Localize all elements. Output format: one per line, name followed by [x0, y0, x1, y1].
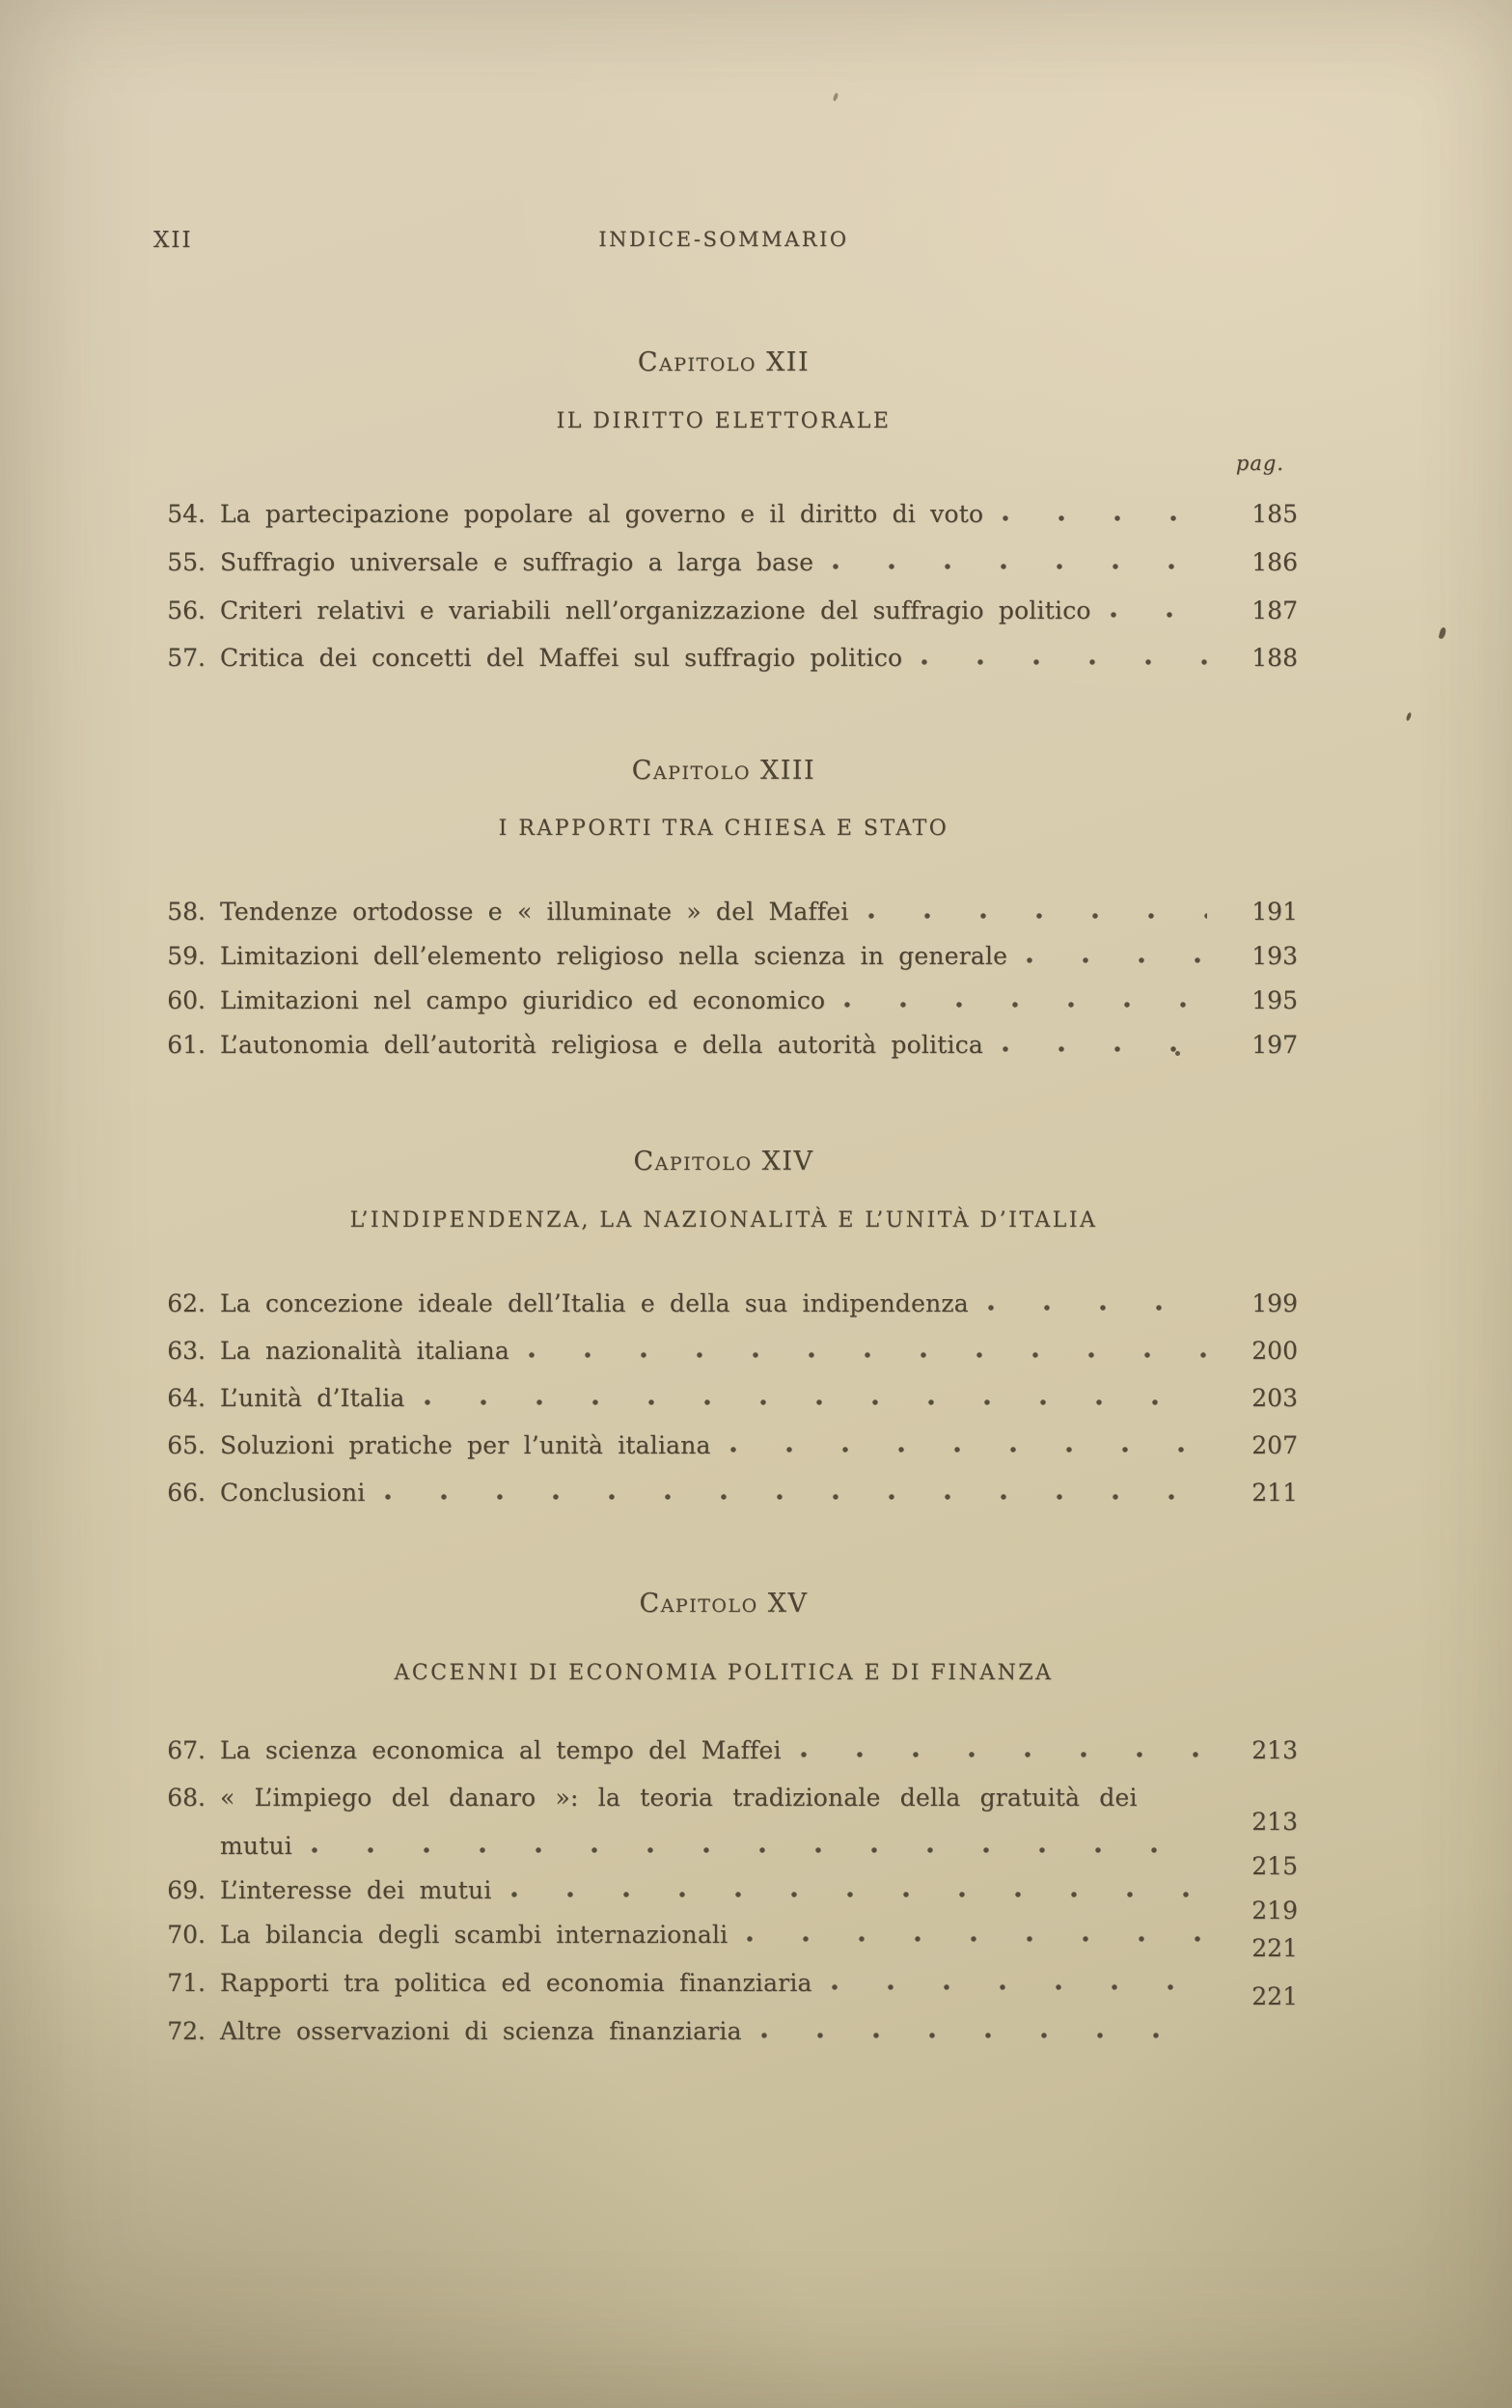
chapter-13-subtitle: I RAPPORTI TRA CHIESA E STATO: [498, 817, 949, 841]
dot-leader: [425, 1397, 1207, 1408]
entry-number: 61.: [167, 1031, 206, 1059]
entry-page: 193: [1251, 942, 1298, 970]
chapter-14-subtitle: L’INDIPENDENZA, LA NAZIONALITÀ E L’UNITÀ D’ITALIA: [349, 1208, 1098, 1232]
paper-speck: [1406, 712, 1413, 722]
entry-page: 213: [1251, 1808, 1298, 1836]
entry-page: 200: [1251, 1337, 1298, 1365]
entry-page: 207: [1251, 1431, 1298, 1459]
entry-page: 213: [1251, 1736, 1298, 1764]
toc-entry-54: [150, 498, 1298, 531]
toc-entry-59: [150, 940, 1298, 973]
dot-leader: [1003, 512, 1207, 524]
entry-number: 55.: [167, 548, 206, 576]
toc-entry-61: [150, 1029, 1298, 1062]
entry-page: 219: [1251, 1896, 1298, 1924]
dot-leader: [385, 1491, 1207, 1503]
entry-number: 69.: [167, 1876, 206, 1904]
entry-number: 57.: [167, 644, 206, 672]
entry-text: L’unità d’Italia: [220, 1384, 405, 1412]
toc-entry-69: [150, 1852, 1298, 1907]
entry-text: Limitazioni nel campo giuridico ed economico: [220, 986, 826, 1014]
entry-text: L’autonomia dell’autorità religiosa e della autorità politica: [220, 1031, 984, 1059]
toc-entry-68-line1: [150, 1782, 1298, 1814]
entry-number: 72.: [167, 2017, 206, 2045]
entry-text: Rapporti tra politica ed economia finanziaria: [220, 1969, 812, 1997]
entry-page: 215: [1251, 1852, 1298, 1880]
page-column-label: pag.: [1235, 452, 1284, 475]
page-header: [150, 228, 1298, 263]
toc-entry-64: [150, 1382, 1298, 1415]
dot-leader: [1027, 955, 1207, 966]
entry-text: Suffragio universale e suffragio a larga base: [220, 548, 814, 576]
entry-page: 195: [1251, 986, 1298, 1014]
entry-text: Limitazioni dell’elemento religioso nella scienza in generale: [220, 942, 1008, 970]
dot-leader: [833, 561, 1207, 572]
entry-page: 203: [1251, 1384, 1298, 1412]
entry-number: 60.: [167, 986, 206, 1014]
toc-entry-55: [150, 546, 1298, 579]
chapter-12-heading: Capitolo XII: [637, 347, 811, 377]
entry-number: 66.: [167, 1479, 206, 1507]
entry-number: 54.: [167, 500, 206, 528]
entry-number: 65.: [167, 1431, 206, 1459]
entry-number: 58.: [167, 898, 206, 926]
toc-entry-62: [150, 1287, 1298, 1320]
entry-number: 64.: [167, 1384, 206, 1412]
entry-page: 221: [1251, 1982, 1298, 2010]
entry-text: Altre osservazioni di scienza finanziaria: [220, 2017, 742, 2045]
dot-leader: [312, 1844, 1207, 1856]
dot-leader: [1111, 609, 1207, 621]
entry-text: La nazionalità italiana: [220, 1337, 510, 1365]
toc-entry-56: [150, 595, 1298, 627]
paper-speck: [1175, 1051, 1180, 1056]
dot-leader: [511, 1889, 1207, 1900]
toc-entry-65: [150, 1429, 1298, 1462]
chapter-12-subtitle: IL DIRITTO ELETTORALE: [556, 409, 892, 433]
entry-text: La partecipazione popolare al governo e il diritto di voto: [220, 500, 984, 528]
chapter-15-subtitle: ACCENNI DI ECONOMIA POLITICA E DI FINANZA: [394, 1661, 1054, 1685]
folio-number: XII: [153, 228, 193, 253]
dot-leader: [761, 2030, 1207, 2041]
entry-number: 62.: [167, 1289, 206, 1317]
chapter-14-heading: Capitolo XIV: [633, 1147, 814, 1176]
toc-entry-70: [150, 1896, 1298, 1951]
entry-page: 199: [1251, 1289, 1298, 1317]
entry-page: 197: [1251, 1031, 1298, 1059]
entry-number: 56.: [167, 596, 206, 624]
running-title: INDICE-SOMMARIO: [598, 228, 849, 251]
dot-leader: [747, 1933, 1207, 1945]
paper-speck: [833, 93, 839, 102]
entry-text: Tendenze ortodosse e « illuminate » del Maffei: [220, 898, 849, 926]
entry-page: 188: [1251, 644, 1298, 672]
toc-entry-68-line2: [150, 1808, 1298, 1863]
entry-number: 70.: [167, 1921, 206, 1949]
entry-page: 191: [1251, 898, 1298, 926]
dot-leader: [988, 1302, 1207, 1314]
entry-text: Critica dei concetti del Maffei sul suffragio politico: [220, 644, 903, 672]
entry-page: 211: [1251, 1479, 1298, 1507]
entry-text: Soluzioni pratiche per l’unità italiana: [220, 1431, 711, 1459]
toc-entry-67: [150, 1734, 1298, 1767]
paper-speck: [1439, 626, 1447, 639]
dot-leader: [801, 1749, 1207, 1760]
dot-leader: [921, 656, 1207, 668]
entry-text: L’interesse dei mutui: [220, 1876, 492, 1904]
entry-number: 59.: [167, 942, 206, 970]
entry-text: « L’impiego del danaro »: la teoria tradizionale della gratuità dei: [220, 1784, 1138, 1812]
entry-number: 68.: [167, 1784, 206, 1812]
dot-leader: [844, 999, 1207, 1010]
entry-number: 63.: [167, 1337, 206, 1365]
entry-text: La bilancia degli scambi internazionali: [220, 1921, 729, 1949]
toc-entry-60: [150, 984, 1298, 1017]
dot-leader: [730, 1444, 1207, 1455]
dot-leader: [529, 1349, 1207, 1361]
chapter-13-heading: Capitolo XIII: [631, 756, 816, 786]
toc-entry-66: [150, 1477, 1298, 1509]
entry-text: Criteri relativi e variabili nell’organizzazione del suffragio politico: [220, 596, 1091, 624]
entry-number: 67.: [167, 1736, 206, 1764]
entry-page: 186: [1251, 548, 1298, 576]
toc-entry-57: [150, 642, 1298, 675]
entry-page: 221: [1251, 1934, 1298, 1962]
entry-page: 185: [1251, 500, 1298, 528]
chapter-15-heading: Capitolo XV: [639, 1589, 809, 1619]
entry-page: 187: [1251, 596, 1298, 624]
toc-entry-58: [150, 896, 1298, 928]
entry-number: 71.: [167, 1969, 206, 1997]
toc-entry-63: [150, 1335, 1298, 1368]
entry-text-continuation: mutui: [220, 1832, 292, 1860]
dot-leader: [832, 1981, 1207, 1993]
entry-text: La concezione ideale dell’Italia e della sua indipendenza: [220, 1289, 969, 1317]
dot-leader: [868, 910, 1207, 922]
entry-text: Conclusioni: [220, 1479, 366, 1507]
entry-text: La scienza economica al tempo del Maffei: [220, 1736, 782, 1764]
